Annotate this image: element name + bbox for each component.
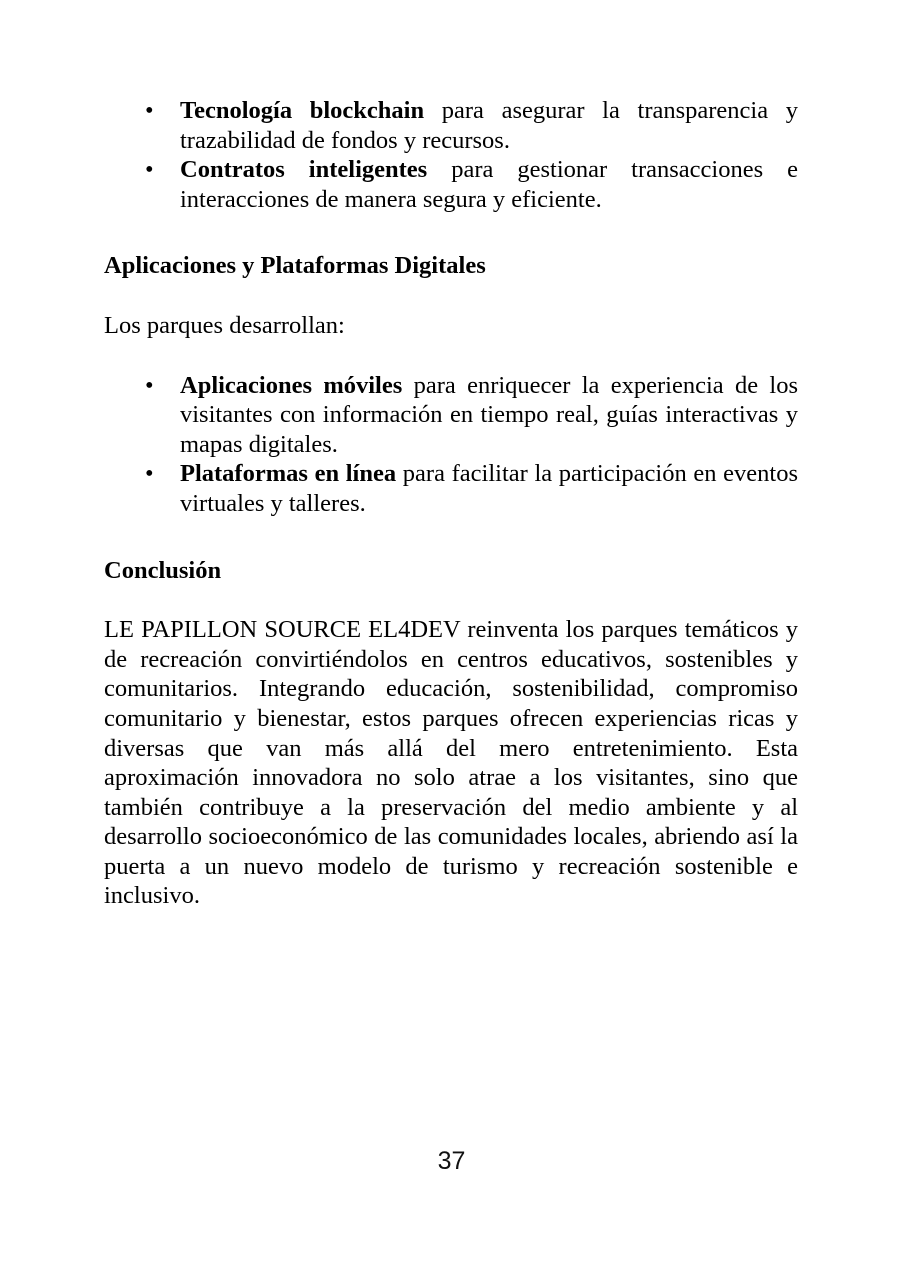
bullet-point-icon: • xyxy=(145,97,154,124)
list-item-text xyxy=(180,96,798,155)
list-item-lead: Plataformas en línea xyxy=(180,460,397,488)
list-item-rest: para asegurar la transparencia y trazabilidad de fondos y recursos. xyxy=(180,97,799,154)
bullet-point-icon: • xyxy=(145,371,154,399)
spacer xyxy=(104,519,798,556)
list-item-text xyxy=(180,155,798,214)
list-item-lead: Tecnología blockchain xyxy=(180,97,425,124)
list-item xyxy=(104,459,798,518)
spacer xyxy=(104,214,798,251)
list-item xyxy=(104,96,798,155)
spacer xyxy=(104,281,798,311)
spacer xyxy=(104,585,798,615)
section-heading-applications: Aplicaciones y Plataformas Digitales xyxy=(104,252,486,280)
list-item-rest: para gestionar transacciones e interacciones de manera segura y eficiente. xyxy=(180,156,798,213)
bullet-point-icon: • xyxy=(145,156,154,184)
list-item-rest: para facilitar la participación en eventos virtuales y talleres. xyxy=(180,460,798,517)
list-item-text xyxy=(180,371,798,460)
page-content xyxy=(104,96,798,911)
paragraph-intro-applications: Los parques desarrollan: xyxy=(104,311,345,339)
list-item-rest: para enriquecer la experiencia de los visitantes con información en tiempo real, guías interactivas y mapas digitales. xyxy=(180,371,798,458)
list-item-lead: Contratos inteligentes xyxy=(180,156,428,184)
list-item-text xyxy=(180,459,798,518)
section-heading-conclusion: Conclusión xyxy=(104,556,222,584)
bullet-list-technology xyxy=(104,96,798,214)
spacer xyxy=(104,341,798,371)
paragraph-conclusion: LE PAPILLON SOURCE EL4DEV reinventa los parques temáticos y de recreación convirtiéndolos en centros educativos, sostenibles y comunitarios. Integrando educación, sostenibilidad, compromiso comunitario y bienestar, estos parques ofrecen experiencias ricas y diversas que van más allá del mero entretenimiento. Esta aproximación innovadora no solo atrae a los visitantes, sino que también contribuye a la preservación del medio ambiente y al desarrollo socioeconómico de las comunidades locales, abriendo así la puerta a un nuevo modelo de turismo y recreación sostenible e inclusivo. xyxy=(104,616,798,910)
list-item xyxy=(104,371,798,460)
list-item-lead: Aplicaciones móviles xyxy=(180,371,403,399)
bullet-point-icon: • xyxy=(145,460,154,488)
page-number: 37 xyxy=(437,1147,466,1175)
list-item xyxy=(104,155,798,214)
bullet-list-digital-platforms xyxy=(104,371,798,519)
